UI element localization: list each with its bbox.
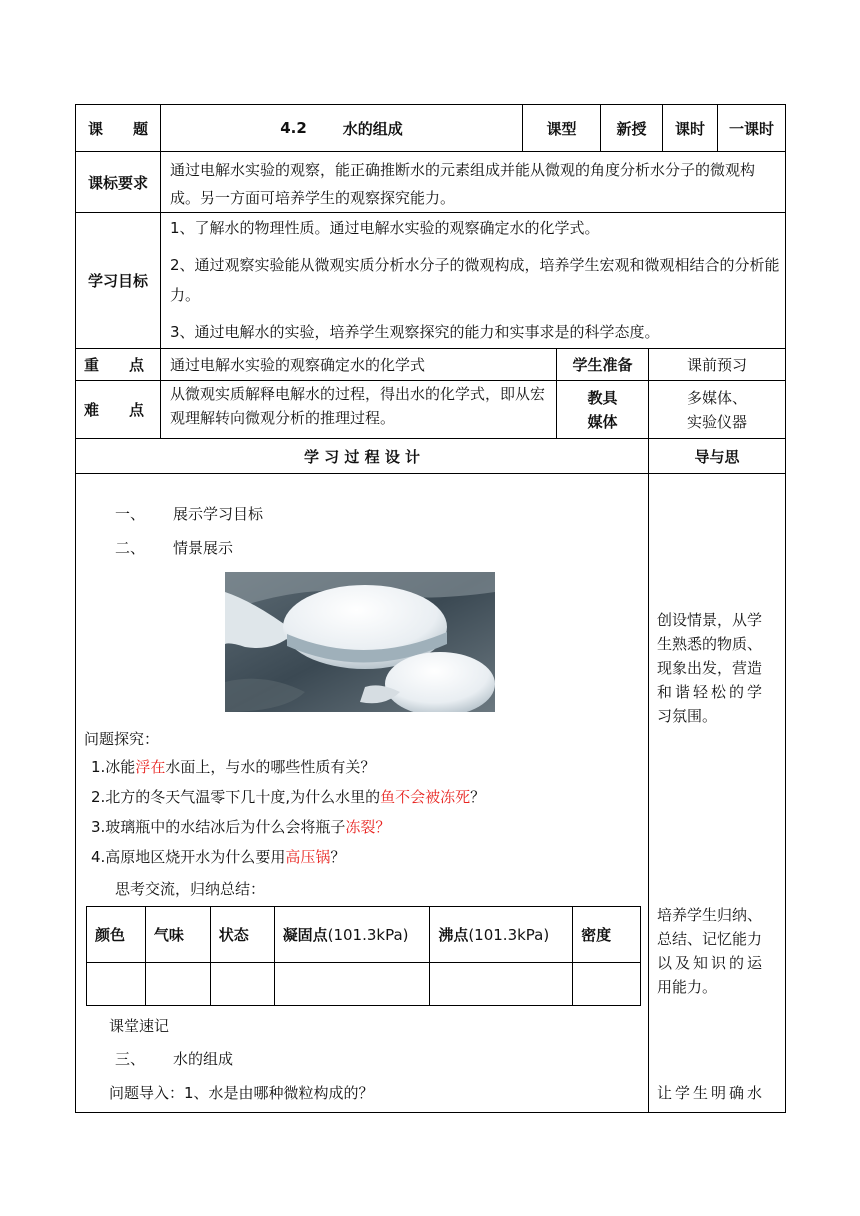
guide-note-2 xyxy=(657,903,779,999)
prep-value: 课前预习 xyxy=(686,356,747,374)
question-2 xyxy=(91,786,485,807)
table-header-row xyxy=(87,907,641,963)
section-title: 水的组成 xyxy=(173,1050,234,1068)
guide-note-3: 让学生明确水 xyxy=(657,1084,766,1102)
table-header-cell xyxy=(430,907,573,963)
guide-note-1 xyxy=(657,608,779,728)
objective-item: 3、通过电解水的实验，培养学生观察探究的能力和实事求是的科学态度。 xyxy=(170,323,660,341)
question-3 xyxy=(91,816,390,837)
properties-table xyxy=(86,906,641,1006)
question-text: ？ xyxy=(330,848,346,866)
guide-note-line: 生熟悉的物质、 xyxy=(657,635,763,653)
table-header-cell xyxy=(87,907,146,963)
topic-label: 课 题 xyxy=(87,119,148,138)
section-number: 二、 xyxy=(115,539,146,557)
header-text: 凝固点 xyxy=(282,926,328,944)
difficulty-label xyxy=(84,381,154,438)
summary-prompt: 思考交流，归纳总结： xyxy=(115,880,266,898)
media-value-line: 实验仪器 xyxy=(686,413,747,431)
table-border xyxy=(648,438,649,1113)
hours-value: 一课时 xyxy=(728,119,774,138)
key-point-text: 通过电解水实验的观察确定水的化学式 xyxy=(170,356,426,374)
objectives-label: 学习目标 xyxy=(87,272,148,290)
difficulty-text: 从微观实质解释电解水的过程，得出水的化学式，即从宏观理解转向微观分析的推理过程。 xyxy=(170,385,546,427)
question-highlight: 冻裂？ xyxy=(345,818,391,836)
question-text: 4.高原地区烧开水为什么要用 xyxy=(91,848,286,866)
lead-in-question: 问题导入：1、水是由哪种微粒构成的？ xyxy=(109,1084,374,1102)
table-cell xyxy=(430,963,573,1006)
table-border xyxy=(75,380,786,381)
question-highlight: 鱼不会被冻死 xyxy=(380,788,471,806)
question-highlight: 高压锅 xyxy=(285,848,331,866)
header-text: 沸点 xyxy=(438,926,469,944)
header-text: 颜色 xyxy=(95,926,126,944)
media-label xyxy=(557,386,648,434)
guide-note-line: 和谐轻松的学 xyxy=(657,683,766,701)
section-title: 情景展示 xyxy=(173,539,234,557)
media-label-line: 教具 xyxy=(587,389,618,407)
header-text: 密度 xyxy=(581,926,612,944)
process-title: 学 习 过 程 设 计 xyxy=(303,447,421,466)
guide-note-line: 培养学生归纳、 xyxy=(657,906,763,924)
section-2 xyxy=(115,537,233,558)
section-number: 一、 xyxy=(115,505,146,523)
header-text: 气味 xyxy=(153,926,184,944)
question-1 xyxy=(91,756,375,777)
question-text: ？ xyxy=(470,788,486,806)
table-cell xyxy=(274,963,430,1006)
table-cell xyxy=(87,963,146,1006)
table-header-cell xyxy=(145,907,210,963)
inquiry-title: 问题探究： xyxy=(84,730,160,748)
guide-note-line: 创设情景，从学 xyxy=(657,611,763,629)
media-label-line: 媒体 xyxy=(587,413,618,431)
table-border xyxy=(75,1112,786,1113)
media-value-line: 多媒体、 xyxy=(686,389,747,407)
question-highlight: 浮在 xyxy=(135,758,166,776)
guide-note-line: 现象出发，营造 xyxy=(657,659,763,677)
key-point-label xyxy=(84,349,154,380)
table-cell xyxy=(145,963,210,1006)
table-row xyxy=(87,963,641,1006)
guide-note-line: 用能力。 xyxy=(657,978,718,996)
topic-title xyxy=(161,105,522,151)
standards-label: 课标要求 xyxy=(87,173,148,192)
snow-ice-photo-image xyxy=(225,572,495,712)
standards-text: 通过电解水实验的观察，能正确推断水的元素组成并能从微观的角度分析水分子的微观构成。另一方面可培养学生的观察探究能力。 xyxy=(170,161,756,207)
snow-ice-photo xyxy=(225,572,495,712)
table-border xyxy=(75,151,786,152)
objective-item: 1、了解水的物理性质。通过电解水实验的观察确定水的化学式。 xyxy=(170,219,600,237)
guide-title: 导与思 xyxy=(694,447,740,466)
objective-item: 2、通过观察实验能从微观实质分析水分子的微观构成，培养学生宏观和微观相结合的分析能力。 xyxy=(170,256,780,304)
question-text: 1.冰能 xyxy=(91,758,136,776)
table-border xyxy=(75,212,786,213)
table-cell xyxy=(573,963,641,1006)
table-border xyxy=(160,104,161,439)
type-label: 课型 xyxy=(546,119,577,138)
class-notes: 课堂速记 xyxy=(109,1017,170,1035)
table-cell xyxy=(210,963,274,1006)
guide-note-line: 习氛围。 xyxy=(657,707,718,725)
section-3 xyxy=(115,1048,233,1069)
key-point-label-text: 重 点 xyxy=(84,356,145,374)
section-1 xyxy=(115,503,263,524)
topic-number: 4.2 xyxy=(280,119,307,137)
table-border xyxy=(785,104,786,1113)
question-text: 3.玻璃瓶中的水结冰后为什么会将瓶子 xyxy=(91,818,346,836)
table-header-cell xyxy=(274,907,430,963)
header-unit: (101.3kPa) xyxy=(468,926,550,944)
guide-note-line: 总结、记忆能力 xyxy=(657,930,763,948)
question-text: 水面上，与水的哪些性质有关？ xyxy=(165,758,376,776)
topic-name: 水的组成 xyxy=(342,119,403,138)
type-value: 新授 xyxy=(616,119,647,138)
section-number: 三、 xyxy=(115,1050,146,1068)
header-text: 状态 xyxy=(218,926,249,944)
table-header-cell xyxy=(573,907,641,963)
difficulty-label-text: 难 点 xyxy=(84,401,145,419)
table-header-cell xyxy=(210,907,274,963)
question-text: 2.北方的冬天气温零下几十度,为什么水里的 xyxy=(91,788,381,806)
guide-note-line: 以及知识的运 xyxy=(657,954,766,972)
question-4 xyxy=(91,846,345,867)
header-unit: (101.3kPa) xyxy=(327,926,409,944)
prep-label: 学生准备 xyxy=(572,356,633,374)
table-border xyxy=(75,473,786,474)
media-value xyxy=(649,386,785,434)
section-title: 展示学习目标 xyxy=(173,505,264,523)
hours-label: 课时 xyxy=(674,119,705,138)
